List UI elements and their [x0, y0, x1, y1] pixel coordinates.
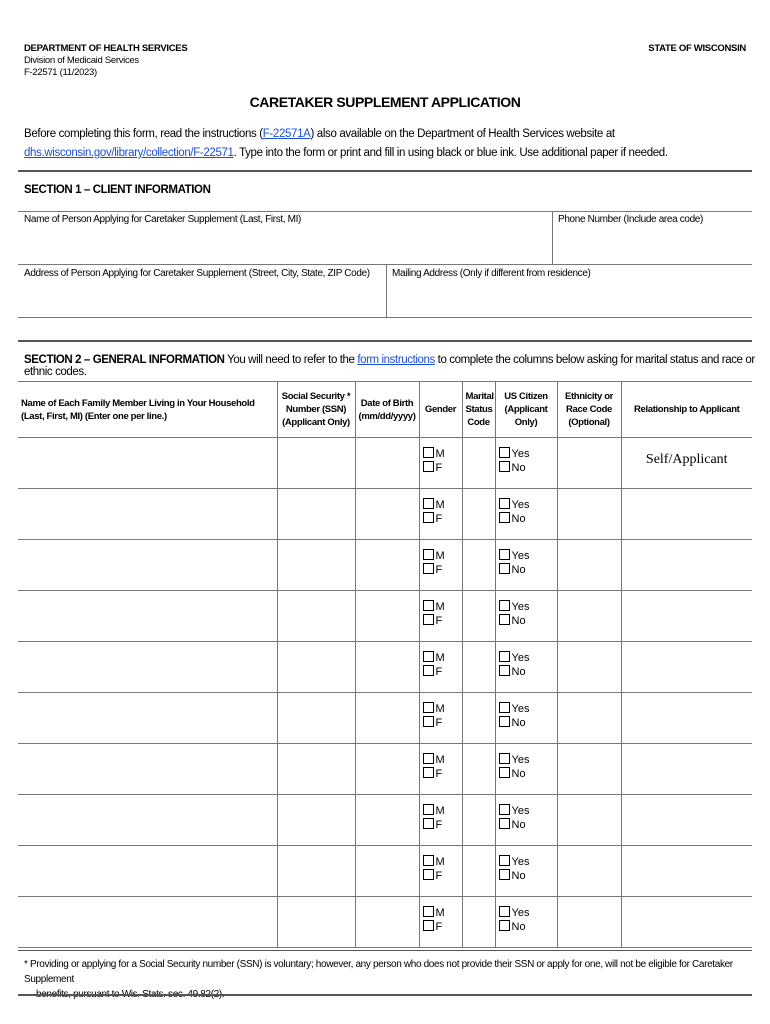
divider: [18, 264, 752, 265]
citizen-option-label: No: [511, 615, 526, 627]
marital-status-cell[interactable]: [462, 591, 495, 642]
divider: [18, 950, 752, 951]
gender-option[interactable]: [423, 665, 462, 679]
ssn-cell[interactable]: [277, 846, 355, 897]
col-header-citizen: US Citizen (Applicant Only): [495, 382, 557, 438]
divider: [552, 211, 553, 264]
checkbox-icon[interactable]: [499, 665, 510, 676]
dob-cell[interactable]: [355, 540, 419, 591]
citizen-cell: [495, 693, 557, 744]
divider: [386, 264, 387, 317]
ethnicity-cell[interactable]: [557, 540, 621, 591]
relationship-value: [622, 795, 753, 809]
member-name-cell[interactable]: [18, 540, 277, 591]
table-row: [18, 438, 752, 489]
footnote-line1: * Providing or applying for a Social Security number (SSN) is voluntary; however, any person who does not provide their SSN or apply for one, will not be eligible for Caretaker Supplement: [24, 959, 733, 985]
ssn-cell[interactable]: [277, 744, 355, 795]
checkbox-icon[interactable]: [499, 447, 510, 458]
citizen-cell: [495, 540, 557, 591]
checkbox-icon[interactable]: [499, 804, 510, 815]
phone-label: Phone Number (Include area code): [558, 214, 704, 225]
gender-option-label: M: [435, 907, 445, 919]
checkbox-icon[interactable]: [499, 767, 510, 778]
gender-option-label: F: [435, 870, 443, 882]
citizen-option-label: Yes: [511, 754, 530, 766]
dob-cell[interactable]: [355, 744, 419, 795]
relationship-value: [622, 846, 753, 860]
citizen-option-label: Yes: [511, 550, 530, 562]
gender-cell: [419, 744, 462, 795]
citizen-option[interactable]: [499, 461, 557, 475]
checkbox-icon[interactable]: [499, 461, 510, 472]
checkbox-icon[interactable]: [499, 818, 510, 829]
relationship-cell[interactable]: [621, 693, 752, 744]
citizen-cell: [495, 591, 557, 642]
checkbox-icon[interactable]: [423, 753, 434, 764]
table-row: [18, 744, 752, 795]
ethnicity-cell[interactable]: [557, 744, 621, 795]
citizen-option[interactable]: [499, 614, 557, 628]
citizen-option-label: Yes: [511, 907, 530, 919]
citizen-option[interactable]: [499, 767, 557, 781]
citizen-cell: [495, 744, 557, 795]
divider: [18, 340, 752, 342]
citizen-option-label: No: [511, 768, 526, 780]
checkbox-icon[interactable]: [423, 716, 434, 727]
checkbox-icon[interactable]: [499, 869, 510, 880]
dob-cell[interactable]: [355, 642, 419, 693]
checkbox-icon[interactable]: [423, 906, 434, 917]
gender-option[interactable]: [423, 818, 462, 832]
table-row: [18, 591, 752, 642]
ethnicity-cell[interactable]: [557, 795, 621, 846]
gender-option-label: M: [435, 550, 445, 562]
checkbox-icon[interactable]: [499, 651, 510, 662]
marital-status-cell[interactable]: [462, 846, 495, 897]
citizen-option-label: No: [511, 870, 526, 882]
citizen-cell: [495, 795, 557, 846]
state-name: STATE OF WISCONSIN: [648, 43, 746, 54]
relationship-cell[interactable]: [621, 897, 752, 948]
gender-option-label: F: [435, 768, 443, 780]
relationship-value: Self/Applicant: [645, 452, 728, 467]
citizen-option[interactable]: [499, 906, 557, 920]
relationship-cell[interactable]: [621, 591, 752, 642]
relationship-cell[interactable]: [621, 489, 752, 540]
checkbox-icon[interactable]: [423, 767, 434, 778]
divider: [18, 994, 752, 996]
citizen-option-label: Yes: [511, 856, 530, 868]
mailing-address-label: Mailing Address (Only if different from residence): [392, 268, 591, 279]
intro-part2: ) also available on the Department of Health Services website at: [310, 128, 615, 140]
citizen-option-label: Yes: [511, 703, 530, 715]
website-link[interactable]: dhs.wisconsin.gov/library/collection/F-22571: [24, 147, 234, 159]
section2-note-after: to complete the columns below asking for marital status and race or ethnic codes.: [24, 354, 755, 378]
citizen-option[interactable]: [499, 549, 557, 563]
checkbox-icon[interactable]: [423, 804, 434, 815]
footnote-line2: benefits, pursuant to Wis. Stats. sec. 49.82(2).: [36, 989, 225, 1000]
member-name-cell[interactable]: [18, 693, 277, 744]
relationship-cell[interactable]: [621, 438, 752, 489]
divider: [18, 211, 752, 212]
gender-option-label: F: [435, 666, 443, 678]
checkbox-icon[interactable]: [499, 716, 510, 727]
gender-option-label: M: [435, 448, 445, 460]
citizen-option-label: No: [511, 666, 526, 678]
family-members-table: [18, 381, 752, 948]
relationship-value: [622, 489, 753, 503]
citizen-option[interactable]: [499, 920, 557, 934]
marital-status-cell[interactable]: [462, 693, 495, 744]
gender-option[interactable]: [423, 804, 462, 818]
citizen-option-label: No: [511, 819, 526, 831]
member-name-cell[interactable]: [18, 642, 277, 693]
checkbox-icon[interactable]: [423, 702, 434, 713]
relationship-value: [622, 897, 753, 911]
checkbox-icon[interactable]: [423, 447, 434, 458]
checkbox-icon[interactable]: [423, 651, 434, 662]
gender-option[interactable]: [423, 869, 462, 883]
ssn-cell[interactable]: [277, 540, 355, 591]
gender-option[interactable]: [423, 563, 462, 577]
member-name-cell[interactable]: [18, 438, 277, 489]
dob-cell[interactable]: [355, 591, 419, 642]
ethnicity-cell[interactable]: [557, 693, 621, 744]
gender-option-label: M: [435, 754, 445, 766]
marital-status-cell[interactable]: [462, 642, 495, 693]
intro-part3: . Type into the form or print and fill in using black or blue ink. Use additional paper if needed.: [233, 147, 668, 159]
form-title: CARETAKER SUPPLEMENT APPLICATION: [249, 94, 521, 110]
checkbox-icon[interactable]: [499, 563, 510, 574]
checkbox-icon[interactable]: [499, 702, 510, 713]
citizen-option-label: No: [511, 513, 526, 525]
citizen-option-label: No: [511, 921, 526, 933]
col-header-dob: Date of Birth (mm/dd/yyyy): [355, 382, 419, 438]
member-name-cell[interactable]: [18, 591, 277, 642]
citizen-option[interactable]: [499, 651, 557, 665]
member-name-cell[interactable]: [18, 795, 277, 846]
gender-option[interactable]: [423, 614, 462, 628]
gender-cell: [419, 897, 462, 948]
form-number: F-22571 (11/2023): [24, 67, 97, 78]
checkbox-icon[interactable]: [499, 549, 510, 560]
citizen-option[interactable]: [499, 512, 557, 526]
citizen-option[interactable]: [499, 855, 557, 869]
marital-status-cell[interactable]: [462, 489, 495, 540]
citizen-option-label: Yes: [511, 601, 530, 613]
member-name-cell[interactable]: [18, 846, 277, 897]
citizen-option[interactable]: [499, 702, 557, 716]
member-name-cell[interactable]: [18, 489, 277, 540]
dob-cell[interactable]: [355, 693, 419, 744]
table-row: [18, 489, 752, 540]
citizen-option[interactable]: [499, 818, 557, 832]
citizen-option-label: No: [511, 717, 526, 729]
gender-option[interactable]: [423, 855, 462, 869]
gender-option-label: F: [435, 921, 443, 933]
dob-cell[interactable]: [355, 438, 419, 489]
citizen-option[interactable]: [499, 753, 557, 767]
gender-option[interactable]: [423, 906, 462, 920]
gender-cell: [419, 846, 462, 897]
checkbox-icon[interactable]: [423, 512, 434, 523]
ethnicity-cell[interactable]: [557, 846, 621, 897]
citizen-option-label: No: [511, 564, 526, 576]
citizen-cell: [495, 642, 557, 693]
relationship-cell[interactable]: [621, 642, 752, 693]
checkbox-icon[interactable]: [423, 818, 434, 829]
relationship-value: [622, 591, 753, 605]
relationship-value: [622, 540, 753, 554]
table-row: [18, 897, 752, 948]
marital-status-cell[interactable]: [462, 795, 495, 846]
col-header-relationship: Relationship to Applicant: [621, 382, 752, 438]
checkbox-icon[interactable]: [499, 512, 510, 523]
col-header-gender: Gender: [419, 382, 462, 438]
marital-status-cell[interactable]: [462, 897, 495, 948]
address-label: Address of Person Applying for Caretaker Supplement (Street, City, State, ZIP Code): [24, 268, 370, 279]
col-header-ssn: Social Security * Number (SSN) (Applicant Only): [277, 382, 355, 438]
citizen-cell: [495, 846, 557, 897]
marital-status-cell[interactable]: [462, 744, 495, 795]
ethnicity-cell[interactable]: [557, 642, 621, 693]
gender-option-label: F: [435, 819, 443, 831]
table-row: [18, 642, 752, 693]
ethnicity-cell[interactable]: [557, 897, 621, 948]
dob-cell[interactable]: [355, 795, 419, 846]
gender-option[interactable]: [423, 716, 462, 730]
citizen-option-label: Yes: [511, 499, 530, 511]
gender-option[interactable]: [423, 753, 462, 767]
relationship-cell[interactable]: [621, 540, 752, 591]
relationship-cell[interactable]: [621, 795, 752, 846]
ssn-cell[interactable]: [277, 489, 355, 540]
intro-text: [24, 125, 754, 163]
dob-cell[interactable]: [355, 489, 419, 540]
dob-cell[interactable]: [355, 897, 419, 948]
checkbox-icon[interactable]: [499, 855, 510, 866]
gender-option-label: M: [435, 805, 445, 817]
gender-option-label: F: [435, 615, 443, 627]
table-row: [18, 795, 752, 846]
checkbox-icon[interactable]: [423, 600, 434, 611]
instructions-link[interactable]: F-22571A: [262, 128, 311, 140]
ssn-cell[interactable]: [277, 693, 355, 744]
gender-option[interactable]: [423, 767, 462, 781]
section2-note-before: You will need to refer to the: [224, 354, 358, 366]
dob-cell[interactable]: [355, 846, 419, 897]
checkbox-icon[interactable]: [499, 906, 510, 917]
gender-option-label: F: [435, 462, 443, 474]
checkbox-icon[interactable]: [423, 665, 434, 676]
ssn-cell[interactable]: [277, 897, 355, 948]
checkbox-icon[interactable]: [499, 753, 510, 764]
division-name: Division of Medicaid Services: [24, 55, 139, 66]
col-header-marital: Marital Status Code: [462, 382, 495, 438]
form-instructions-link[interactable]: form instructions: [357, 354, 435, 366]
section2-title: [24, 354, 770, 378]
checkbox-icon[interactable]: [423, 614, 434, 625]
section1-title: SECTION 1 – CLIENT INFORMATION: [24, 184, 211, 196]
checkbox-icon[interactable]: [423, 855, 434, 866]
relationship-cell[interactable]: [621, 846, 752, 897]
department-name: DEPARTMENT OF HEALTH SERVICES: [24, 43, 188, 54]
intro-part1: Before completing this form, read the instructions (: [24, 128, 263, 140]
citizen-cell: [495, 897, 557, 948]
relationship-value: [622, 744, 753, 758]
checkbox-icon[interactable]: [423, 869, 434, 880]
checkbox-icon[interactable]: [499, 498, 510, 509]
ssn-cell[interactable]: [277, 438, 355, 489]
applicant-name-label: Name of Person Applying for Caretaker Supplement (Last, First, MI): [24, 214, 302, 225]
ssn-cell[interactable]: [277, 795, 355, 846]
member-name-cell[interactable]: [18, 897, 277, 948]
gender-option-label: M: [435, 652, 445, 664]
gender-cell: [419, 795, 462, 846]
relationship-value: [622, 693, 753, 707]
citizen-option-label: Yes: [511, 652, 530, 664]
citizen-option[interactable]: [499, 804, 557, 818]
ethnicity-cell[interactable]: [557, 591, 621, 642]
divider: [18, 170, 752, 172]
gender-cell: [419, 438, 462, 489]
citizen-option[interactable]: [499, 447, 557, 461]
gender-option-label: F: [435, 513, 443, 525]
citizen-option[interactable]: [499, 498, 557, 512]
gender-option[interactable]: [423, 600, 462, 614]
citizen-cell: [495, 489, 557, 540]
gender-cell: [419, 642, 462, 693]
citizen-option[interactable]: [499, 716, 557, 730]
gender-cell: [419, 540, 462, 591]
citizen-option[interactable]: [499, 869, 557, 883]
gender-option[interactable]: [423, 512, 462, 526]
gender-option-label: F: [435, 717, 443, 729]
checkbox-icon[interactable]: [423, 549, 434, 560]
checkbox-icon[interactable]: [423, 563, 434, 574]
citizen-option-label: Yes: [511, 805, 530, 817]
marital-status-cell[interactable]: [462, 438, 495, 489]
col-header-ethnicity: Ethnicity or Race Code (Optional): [557, 382, 621, 438]
gender-cell: [419, 693, 462, 744]
gender-cell: [419, 489, 462, 540]
gender-option-label: M: [435, 856, 445, 868]
gender-option[interactable]: [423, 549, 462, 563]
divider: [18, 317, 752, 318]
checkbox-icon[interactable]: [499, 600, 510, 611]
checkbox-icon[interactable]: [423, 920, 434, 931]
citizen-option[interactable]: [499, 600, 557, 614]
checkbox-icon[interactable]: [499, 920, 510, 931]
citizen-option-label: No: [511, 462, 526, 474]
checkbox-icon[interactable]: [499, 614, 510, 625]
ssn-cell[interactable]: [277, 642, 355, 693]
citizen-option[interactable]: [499, 665, 557, 679]
relationship-value: [622, 642, 753, 656]
checkbox-icon[interactable]: [423, 461, 434, 472]
relationship-cell[interactable]: [621, 744, 752, 795]
gender-option[interactable]: [423, 702, 462, 716]
gender-cell: [419, 591, 462, 642]
checkbox-icon[interactable]: [423, 498, 434, 509]
gender-option-label: M: [435, 703, 445, 715]
ethnicity-cell[interactable]: [557, 438, 621, 489]
gender-option[interactable]: [423, 447, 462, 461]
gender-option[interactable]: [423, 651, 462, 665]
col-header-name: Name of Each Family Member Living in Your Household (Last, First, MI) (Enter one per line.): [18, 382, 277, 438]
gender-option-label: F: [435, 564, 443, 576]
citizen-option[interactable]: [499, 563, 557, 577]
citizen-cell: [495, 438, 557, 489]
form-header: [24, 43, 187, 79]
section2-heading: SECTION 2 – GENERAL INFORMATION: [24, 354, 225, 366]
gender-option[interactable]: [423, 461, 462, 475]
ssn-cell[interactable]: [277, 591, 355, 642]
gender-option[interactable]: [423, 498, 462, 512]
citizen-option-label: Yes: [511, 448, 530, 460]
gender-option-label: M: [435, 499, 445, 511]
table-row: [18, 846, 752, 897]
gender-option[interactable]: [423, 920, 462, 934]
member-name-cell[interactable]: [18, 744, 277, 795]
gender-option-label: M: [435, 601, 445, 613]
table-row: [18, 540, 752, 591]
ethnicity-cell[interactable]: [557, 489, 621, 540]
table-row: [18, 693, 752, 744]
marital-status-cell[interactable]: [462, 540, 495, 591]
